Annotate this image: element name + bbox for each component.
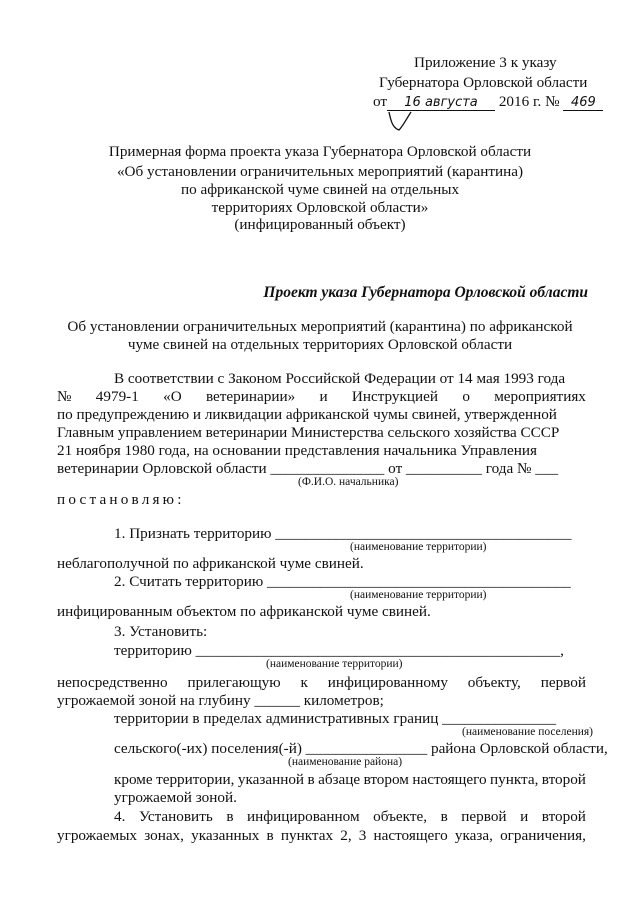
caption-fio: (Ф.И.О. начальника) bbox=[298, 476, 399, 488]
word: инфицированному bbox=[327, 674, 448, 691]
item-3-line-6: сельского(-их) поселения(-й) ________________ района Орловской области, bbox=[114, 740, 608, 757]
form-heading-line-2: «Об установлении ограничительных мероприятий (карантина) bbox=[116, 163, 524, 180]
word: кроме bbox=[114, 771, 153, 788]
word: к bbox=[300, 674, 308, 691]
word: инфицированном bbox=[247, 808, 360, 825]
form-heading-line-1: Примерная форма проекта указа Губернатора Орловской области bbox=[108, 143, 532, 160]
word: в bbox=[266, 827, 274, 844]
appendix-line-2: Губернатора Орловской области bbox=[379, 74, 588, 91]
form-heading-line-5: (инфицированный объект) bbox=[234, 216, 406, 233]
word: указа, bbox=[454, 827, 493, 844]
handwritten-check-mark bbox=[385, 108, 415, 134]
item-3-caption-3: (наименование района) bbox=[288, 756, 403, 768]
item-4-line-2 bbox=[57, 827, 586, 845]
item-3-caption: (наименование территории) bbox=[266, 658, 403, 670]
handwritten-number: 469 bbox=[563, 96, 603, 111]
item-3-line-8: угрожаемой зоной. bbox=[114, 789, 237, 806]
preamble-line-3: по предупреждению и ликвидации африканской чумы свиней, утвержденной bbox=[57, 406, 557, 423]
word: пунктах bbox=[280, 827, 334, 844]
word: 2, bbox=[340, 827, 352, 844]
preamble-line-5: 21 ноября 1980 года, на основании представления начальника Управления bbox=[57, 442, 537, 459]
item-3-line-1: 3. Установить: bbox=[114, 623, 208, 640]
item-1-line-1: 1. Признать территорию _______________________________________ bbox=[114, 525, 572, 542]
item-2-line-2: инфицированным объектом по африканской чуме свиней. bbox=[57, 603, 431, 620]
date-prefix: от bbox=[373, 93, 388, 110]
form-heading-line-4: территориях Орловской области» bbox=[211, 199, 429, 216]
word: угрожаемых bbox=[57, 827, 138, 844]
item-1-caption: (наименование территории) bbox=[350, 541, 487, 553]
word: настоящего bbox=[373, 827, 448, 844]
item-3-line-2: территорию ________________________________________________, bbox=[114, 642, 564, 659]
word: первой bbox=[540, 674, 586, 691]
item-2-line-1: 2. Считать территорию ________________________________________ bbox=[114, 573, 571, 590]
preamble-line-4: Главным управлением ветеринарии Министерства сельского хозяйства СССР bbox=[57, 424, 560, 441]
form-heading-line-3: по африканской чуме свиней на отдельных bbox=[180, 181, 460, 198]
word: в bbox=[440, 808, 448, 825]
date-suffix: 2016 г. № bbox=[498, 93, 560, 110]
word: «О bbox=[163, 388, 182, 405]
word: настоящего bbox=[412, 771, 487, 788]
word: 3 bbox=[358, 827, 367, 844]
word: 4. bbox=[114, 808, 126, 825]
word: территории, bbox=[156, 771, 235, 788]
word: прилегающую bbox=[187, 674, 281, 691]
word: втором bbox=[363, 771, 409, 788]
word: указанной bbox=[237, 771, 305, 788]
word: Инструкцией bbox=[351, 388, 439, 405]
word: в bbox=[307, 771, 315, 788]
preamble-line-2 bbox=[57, 388, 586, 406]
word: указанных bbox=[191, 827, 260, 844]
word: второй bbox=[541, 808, 586, 825]
handwritten-date: 16 августа bbox=[387, 96, 495, 111]
subject-line-1: Об установлении ограничительных мероприятий (карантина) по африканской bbox=[67, 318, 573, 335]
item-4-line-1 bbox=[114, 808, 586, 826]
word: мероприятиях bbox=[494, 388, 586, 405]
word: ветеринарии» bbox=[205, 388, 296, 405]
item-3-line-4: угрожаемой зоной на глубину ______ километров; bbox=[57, 692, 384, 709]
subject-line-2: чуме свиней на отдельных территориях Орловской области bbox=[127, 336, 513, 353]
item-3-caption-2: (наименование поселения) bbox=[462, 726, 594, 738]
word: объекту, bbox=[467, 674, 521, 691]
word: № bbox=[57, 388, 72, 405]
word: первой bbox=[461, 808, 507, 825]
item-1-line-2: неблагополучной по африканской чуме свиней. bbox=[57, 555, 364, 572]
appendix-line-1: Приложение 3 к указу bbox=[414, 54, 557, 71]
item-2-caption: (наименование территории) bbox=[350, 589, 487, 601]
word: в bbox=[226, 808, 234, 825]
item-3-line-7 bbox=[114, 771, 586, 789]
word: и bbox=[520, 808, 529, 825]
word: зонах, bbox=[144, 827, 184, 844]
project-title: Проект указа Губернатора Орловской области bbox=[263, 284, 588, 301]
word: и bbox=[319, 388, 328, 405]
decree-word: постановляю: bbox=[57, 491, 185, 508]
word: ограничения, bbox=[500, 827, 586, 844]
word: непосредственно bbox=[57, 674, 168, 691]
word: о bbox=[462, 388, 470, 405]
word: объекте, bbox=[373, 808, 428, 825]
item-3-line-5: территории в пределах административных границ _______________ bbox=[114, 710, 557, 727]
word: абзаце bbox=[318, 771, 361, 788]
word: второй bbox=[541, 771, 586, 788]
preamble-line-1: В соответствии с Законом Российской Федерации от 14 мая 1993 года bbox=[114, 370, 566, 387]
preamble-line-6: ветеринарии Орловской области _______________ от __________ года № ___ bbox=[57, 460, 559, 477]
word: Установить bbox=[138, 808, 213, 825]
word: пункта, bbox=[489, 771, 539, 788]
item-3-line-3 bbox=[57, 674, 586, 692]
word: 4979-1 bbox=[95, 388, 139, 405]
